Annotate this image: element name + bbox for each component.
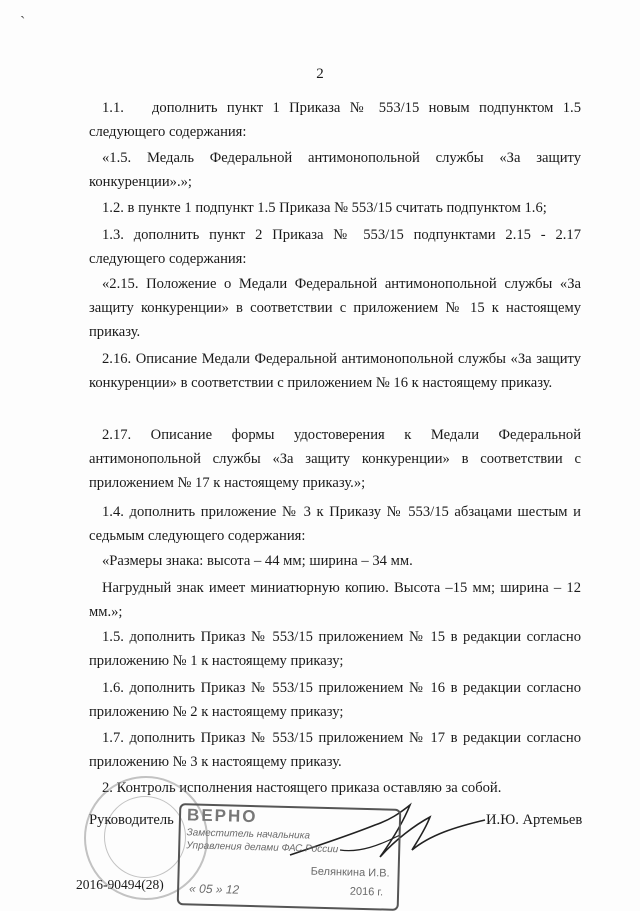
paragraph-2-15: «2.15. Положение о Медали Федеральной антимонопольной службы «За защиту конкуренции» в соответствии с приложением № 15 к настоящему приказу. [89, 276, 581, 340]
paragraph-2-control: 2. Контроль исполнения настоящего приказа оставляю за собой. [102, 780, 502, 796]
paragraph-1-7: 1.7. дополнить Приказ № 553/15 приложением № 17 в редакции согласно приложению № 3 к настоящему приказу. [89, 730, 581, 770]
certification-stamp [177, 803, 402, 911]
signatory-name: И.Ю. Артемьев [486, 812, 583, 828]
stamp-position: Заместитель начальника [186, 827, 311, 842]
paragraph-sizes: «Размеры знака: высота – 44 мм; ширина – 34 мм. [102, 553, 413, 569]
paragraph-1-2: 1.2. в пункте 1 подпункт 1.5 Приказа № 553/15 считать подпунктом 1.6; [102, 200, 547, 216]
paragraph-2-16: 2.16. Описание Медали Федеральной антимонопольной службы «За защиту конкуренции» в соответствии с приложением № 16 к настоящему приказу. [89, 351, 581, 391]
paragraph-1-5-text: «1.5. Медаль Федеральной антимонопольной службы «За защиту конкуренции».»; [89, 150, 581, 190]
stamp-year: 2016 г. [349, 885, 384, 899]
paragraph-1-3: 1.3. дополнить пункт 2 Приказа № 553/15 подпунктами 2.15 - 2.17 следующего содержания: [89, 227, 581, 267]
paragraph-1-1: 1.1. дополнить пункт 1 Приказа № 553/15 новым подпунктом 1.5 следующего содержания: [89, 100, 581, 140]
paragraph-1-5: 1.5. дополнить Приказ № 553/15 приложением № 15 в редакции согласно приложению № 1 к настоящему приказу; [89, 629, 581, 669]
paragraph-1-6: 1.6. дополнить Приказ № 553/15 приложением № 16 в редакции согласно приложению № 2 к настоящему приказу; [89, 680, 581, 720]
corner-mark: ` [20, 14, 26, 31]
signatory-position: Руководитель [89, 812, 174, 828]
stamp-heading: ВЕРНО [186, 805, 258, 827]
paragraph-1-4: 1.4. дополнить приложение № 3 к Приказу № 553/15 абзацами шестым и седьмым следующего содержания: [89, 504, 581, 544]
stamp-department: Управления делами ФАС России [186, 840, 339, 856]
registration-number: 2016-90494(28) [76, 877, 164, 892]
stamp-name: Белянкина И.В. [310, 865, 390, 880]
paragraph-mini-copy: Нагрудный знак имеет миниатюрную копию. Высота –15 мм; ширина – 12 мм.»; [89, 580, 581, 620]
paragraph-2-17: 2.17. Описание формы удостоверения к Медали Федеральной антимонопольной службы «За защиту конкуренции» в соответствии с приложением № 17 к настоящему приказу.»; [89, 427, 581, 491]
page-number: 2 [316, 66, 324, 82]
stamp-date: « 05 » 12 [188, 881, 240, 897]
